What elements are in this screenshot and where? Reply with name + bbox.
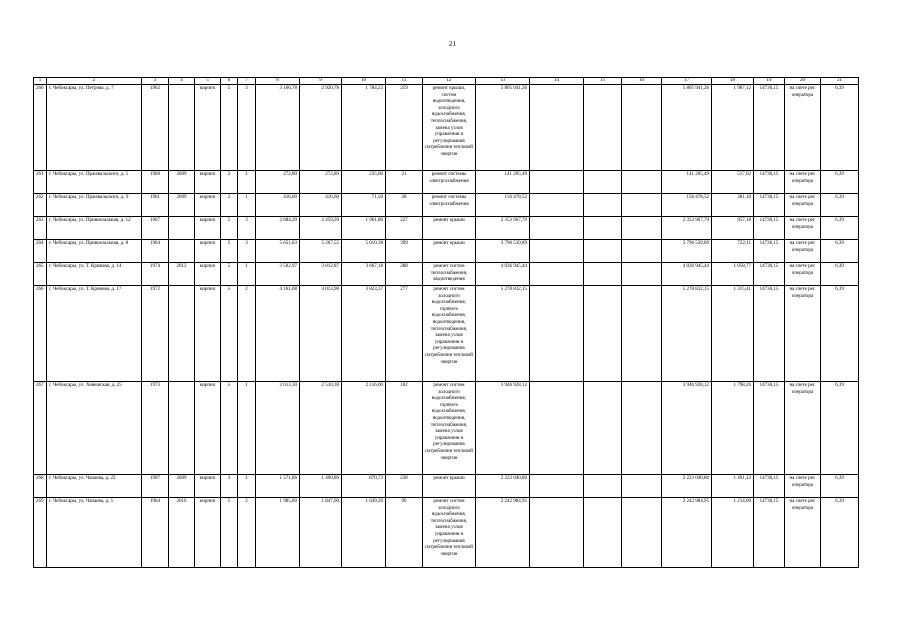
cell-t: 2 353 967,79	[476, 217, 530, 240]
cell-u: 957,18	[712, 217, 754, 240]
cell-f1	[530, 498, 584, 568]
cell-a1: 2 613,30	[256, 382, 300, 475]
cell-work: ремонт систем холодного водоснабжения, горячего водоснабжения, водоотведения, теплоснабжения, замена узлов управления и регулирования потребления тепловой энергии	[423, 286, 476, 382]
cell-f3	[622, 498, 662, 568]
cell-term: 6,39	[821, 171, 859, 194]
cell-addr: г. Чебоксары, ул. Привокзальная, д. 8	[47, 240, 142, 263]
table-header-row	[34, 78, 859, 85]
column-number: 13	[476, 78, 530, 85]
table-row	[34, 286, 859, 382]
cell-y1: 1967	[142, 217, 169, 240]
cell-t: 156 478,52	[476, 194, 530, 217]
cell-a3: 1 784,22	[342, 85, 386, 171]
cell-f1	[530, 475, 584, 498]
cell-addr: г. Чебоксары, ул. Хевешская, д. 25	[47, 382, 142, 475]
cell-lim: 14736,15	[754, 171, 785, 194]
cell-a1: 2 684,20	[256, 217, 300, 240]
cell-addr: г. Чебоксары, ул. Петрова, д. 7	[47, 85, 142, 171]
cell-y2: 2009	[169, 171, 195, 194]
cell-s: 4 036 945,44	[662, 263, 712, 286]
table-row	[34, 240, 859, 263]
cell-en: 2	[238, 498, 256, 568]
cell-f1	[530, 382, 584, 475]
cell-term: 6,39	[821, 286, 859, 382]
cell-u: 1 491,12	[712, 475, 754, 498]
cell-f2	[584, 263, 622, 286]
cell-y1: 1997	[142, 475, 169, 498]
cell-way: на счете рег. оператора	[785, 286, 821, 382]
cell-a3: 1 961,80	[342, 217, 386, 240]
cell-f3	[622, 194, 662, 217]
cell-n: 260	[34, 85, 47, 171]
cell-work: ремонт крыши	[423, 240, 476, 263]
cell-y2	[169, 217, 195, 240]
cell-way: на счете рег. оператора	[785, 475, 821, 498]
cell-a1: 416,60	[256, 194, 300, 217]
cell-y2: 2009	[169, 475, 195, 498]
cell-fl: 3	[221, 475, 238, 498]
table-row	[34, 85, 859, 171]
cell-a2: 1 847,00	[300, 498, 342, 568]
cell-mat: кирпич	[195, 382, 221, 475]
cell-u: 1 214,00	[712, 498, 754, 568]
cell-term: 6,39	[821, 194, 859, 217]
cell-s: 2 353 967,79	[662, 217, 712, 240]
cell-term: 6,39	[821, 475, 859, 498]
cell-f3	[622, 263, 662, 286]
cell-a2: 416,60	[300, 194, 342, 217]
cell-f2	[584, 171, 622, 194]
cell-lim: 14736,15	[754, 382, 785, 475]
cell-n: 264	[34, 240, 47, 263]
column-number: 15	[584, 78, 622, 85]
cell-a2: 5 267,55	[300, 240, 342, 263]
cell-mat: кирпич	[195, 475, 221, 498]
cell-fl: 2	[221, 194, 238, 217]
cell-mat: кирпич	[195, 263, 221, 286]
cell-s: 141 205,49	[662, 171, 712, 194]
cell-fl: 5	[221, 217, 238, 240]
cell-s: 5 805 941,26	[662, 85, 712, 171]
cell-res: 259	[386, 85, 423, 171]
table-row	[34, 263, 859, 286]
cell-fl: 5	[221, 382, 238, 475]
cell-y1: 1964	[142, 498, 169, 568]
cell-u: 517,62	[712, 171, 754, 194]
cell-y1: 1974	[142, 263, 169, 286]
cell-way: на счете рег. оператора	[785, 171, 821, 194]
cell-n: 266	[34, 286, 47, 382]
cell-a1: 3 166,78	[256, 85, 300, 171]
cell-f1	[530, 171, 584, 194]
cell-a3: 3 667,18	[342, 263, 386, 286]
cell-f2	[584, 286, 622, 382]
cell-u: 1 315,41	[712, 286, 754, 382]
cell-y2	[169, 286, 195, 382]
cell-s: 3 946 928,12	[662, 382, 712, 475]
cell-s: 2 223 040,80	[662, 475, 712, 498]
column-number: 20	[785, 78, 821, 85]
cell-lim: 14736,15	[754, 475, 785, 498]
cell-t: 2 223 040,80	[476, 475, 530, 498]
cell-term: 6,39	[821, 217, 859, 240]
cell-way: на счете рег. оператора	[785, 263, 821, 286]
cell-f3	[622, 85, 662, 171]
cell-t: 141 205,49	[476, 171, 530, 194]
cell-f1	[530, 217, 584, 240]
page-number: 21	[449, 40, 456, 48]
cell-a3: 1 649,20	[342, 498, 386, 568]
cell-f2	[584, 475, 622, 498]
cell-n: 262	[34, 194, 47, 217]
cell-work: ремонт системы электроснабжения	[423, 171, 476, 194]
cell-work: ремонт систем теплоснабжения, водоотведения	[423, 263, 476, 286]
cell-f3	[622, 382, 662, 475]
column-number: 16	[622, 78, 662, 85]
cell-n: 261	[34, 171, 47, 194]
cell-mat: кирпич	[195, 498, 221, 568]
cell-y2	[169, 240, 195, 263]
cell-addr: г. Чебоксары, ул. Т. Кривова, д. 17	[47, 286, 142, 382]
cell-addr: г. Чебоксары, ул. Т. Кривова, д. 14	[47, 263, 142, 286]
cell-u: 381,10	[712, 194, 754, 217]
cell-lim: 14736,15	[754, 286, 785, 382]
column-number: 4	[169, 78, 195, 85]
cell-a1: 272,80	[256, 171, 300, 194]
cell-y1: 1960	[142, 171, 169, 194]
column-number: 9	[300, 78, 342, 85]
cell-addr: г. Чебоксары, ул. Чапаева, д. 22	[47, 475, 142, 498]
cell-en: 3	[238, 240, 256, 263]
column-number: 21	[821, 78, 859, 85]
cell-lim: 14736,15	[754, 240, 785, 263]
cell-t: 5 805 941,26	[476, 85, 530, 171]
cell-addr: г. Чебоксары, ул. Пржевальского, д. 9	[47, 194, 142, 217]
cell-work: ремонт систем холодного водоснабжения, теплоснабжения, замена узлов управления и регулирования потребления тепловой энергии	[423, 498, 476, 568]
cell-res: 90	[386, 498, 423, 568]
cell-way: на счете рег. оператора	[785, 85, 821, 171]
column-number: 6	[221, 78, 238, 85]
cell-lim: 14736,15	[754, 263, 785, 286]
cell-a1: 1 571,86	[256, 475, 300, 498]
cell-u: 1 058,77	[712, 263, 754, 286]
cell-f2	[584, 382, 622, 475]
column-number: 11	[386, 78, 423, 85]
cell-f2	[584, 85, 622, 171]
cell-way: на счете рег. оператора	[785, 240, 821, 263]
table-row	[34, 475, 859, 498]
cell-f1	[530, 194, 584, 217]
table-row	[34, 498, 859, 568]
cell-en: 1	[238, 263, 256, 286]
cell-fl: 5	[221, 85, 238, 171]
cell-y1: 1962	[142, 85, 169, 171]
cell-s: 3 796 539,89	[662, 240, 712, 263]
cell-mat: кирпич	[195, 240, 221, 263]
cell-f3	[622, 475, 662, 498]
cell-y2: 2009	[169, 194, 195, 217]
cell-f3	[622, 240, 662, 263]
cell-y1: 1964	[142, 240, 169, 263]
cell-lim: 14736,15	[754, 217, 785, 240]
cell-a3: 5 010,38	[342, 240, 386, 263]
cell-t: 2 242 984,95	[476, 498, 530, 568]
cell-term: 6,39	[821, 85, 859, 171]
cell-lim: 14736,15	[754, 194, 785, 217]
cell-y2	[169, 382, 195, 475]
cell-mat: кирпич	[195, 286, 221, 382]
cell-way: на счете рег. оператора	[785, 498, 821, 568]
table-row	[34, 217, 859, 240]
cell-fl: 5	[221, 498, 238, 568]
cell-en: 1	[238, 475, 256, 498]
cell-res: 102	[386, 382, 423, 475]
cell-addr: г. Чебоксары, ул. Пржевальского, д. 5	[47, 171, 142, 194]
cell-fl: 5	[221, 240, 238, 263]
cell-way: на счете рег. оператора	[785, 382, 821, 475]
cell-addr: г. Чебоксары, ул. Привокзальная, д. 12	[47, 217, 142, 240]
cell-f3	[622, 286, 662, 382]
column-number: 19	[754, 78, 785, 85]
cell-way: на счете рег. оператора	[785, 217, 821, 240]
cell-n: 267	[34, 382, 47, 475]
cell-fl: 5	[221, 286, 238, 382]
cell-addr: г. Чебоксары, ул. Чапаева, д. 5	[47, 498, 142, 568]
cell-way: на счете рег. оператора	[785, 194, 821, 217]
cell-a2: 1 490,86	[300, 475, 342, 498]
cell-res: 288	[386, 263, 423, 286]
cell-f3	[622, 217, 662, 240]
table-row	[34, 171, 859, 194]
cell-res: 28	[386, 194, 423, 217]
cell-a2: 3 812,87	[300, 263, 342, 286]
column-number: 5	[195, 78, 221, 85]
cell-mat: кирпич	[195, 171, 221, 194]
cell-t: 3 946 928,12	[476, 382, 530, 475]
column-number: 18	[712, 78, 754, 85]
cell-work: ремонт крыши	[423, 475, 476, 498]
cell-t: 5 278 832,15	[476, 286, 530, 382]
cell-y1: 1961	[142, 194, 169, 217]
cell-u: 722,11	[712, 240, 754, 263]
cell-a1: 4 161,08	[256, 286, 300, 382]
cell-mat: кирпич	[195, 85, 221, 171]
cell-a2: 2 920,78	[300, 85, 342, 171]
cell-s: 2 242 984,95	[662, 498, 712, 568]
cell-u: 1 798,26	[712, 382, 754, 475]
cell-res: 399	[386, 240, 423, 263]
cell-fl: 5	[221, 263, 238, 286]
cell-term: 6,39	[821, 240, 859, 263]
cell-y2	[169, 85, 195, 171]
cell-work: ремонт крыши	[423, 217, 476, 240]
cell-f2	[584, 194, 622, 217]
cell-a1: 5 651,83	[256, 240, 300, 263]
column-number: 10	[342, 78, 386, 85]
cell-lim: 14736,15	[754, 498, 785, 568]
cell-res: 21	[386, 171, 423, 194]
cell-n: 263	[34, 217, 47, 240]
cell-term: 6,39	[821, 498, 859, 568]
cell-a3: 71,50	[342, 194, 386, 217]
cell-f1	[530, 85, 584, 171]
cell-s: 156 478,52	[662, 194, 712, 217]
cell-a2: 2 510,30	[300, 382, 342, 475]
cell-a3: 2 116,00	[342, 382, 386, 475]
cell-en: 3	[238, 217, 256, 240]
cell-term: 6,39	[821, 382, 859, 475]
cell-work: ремонт системы электроснабжения	[423, 194, 476, 217]
column-number: 17	[662, 78, 712, 85]
column-number: 14	[530, 78, 584, 85]
cell-a3: 870,73	[342, 475, 386, 498]
cell-n: 265	[34, 263, 47, 286]
cell-a1: 3 502,97	[256, 263, 300, 286]
cell-work: ремонт систем холодного водоснабжения, горячего водоснабжения, водоотведения, теплоснабжения, замена узлов управления и регулирования потребления тепловой энергии	[423, 382, 476, 475]
cell-term: 6,39	[821, 263, 859, 286]
cell-f2	[584, 240, 622, 263]
cell-en: 1	[238, 382, 256, 475]
column-number: 7	[238, 78, 256, 85]
column-number: 2	[47, 78, 142, 85]
cell-n: 268	[34, 475, 47, 498]
cell-s: 5 278 832,15	[662, 286, 712, 382]
cell-y2: 2012	[169, 263, 195, 286]
cell-mat: кирпич	[195, 194, 221, 217]
cell-lim: 14736,15	[754, 85, 785, 171]
table-row	[34, 382, 859, 475]
table-row	[34, 194, 859, 217]
cell-f1	[530, 286, 584, 382]
cell-y1: 1973	[142, 382, 169, 475]
cell-y1: 1972	[142, 286, 169, 382]
cell-en: 3	[238, 85, 256, 171]
cell-f1	[530, 263, 584, 286]
cell-en: 2	[238, 286, 256, 382]
cell-res: 277	[386, 286, 423, 382]
cell-work: ремонт крыши, систем водоотведения, холодного водоснабжения, теплоснабжения, замена узлов управления и регулирования потребления тепловой энергии	[423, 85, 476, 171]
column-number: 1	[34, 78, 47, 85]
cell-res: 227	[386, 217, 423, 240]
capital-repair-table	[33, 77, 859, 568]
cell-y2: 2016	[169, 498, 195, 568]
cell-mat: кирпич	[195, 217, 221, 240]
cell-a3: 235,00	[342, 171, 386, 194]
cell-a3: 3 823,37	[342, 286, 386, 382]
cell-t: 3 796 539,89	[476, 240, 530, 263]
cell-res: 238	[386, 475, 423, 498]
cell-a2: 4 013,98	[300, 286, 342, 382]
cell-a2: 2 459,20	[300, 217, 342, 240]
cell-u: 1 987,12	[712, 85, 754, 171]
cell-fl: 2	[221, 171, 238, 194]
column-number: 8	[256, 78, 300, 85]
cell-a1: 1 985,80	[256, 498, 300, 568]
cell-f2	[584, 217, 622, 240]
column-number: 3	[142, 78, 169, 85]
cell-n: 269	[34, 498, 47, 568]
cell-f1	[530, 240, 584, 263]
cell-f3	[622, 171, 662, 194]
cell-en: 1	[238, 194, 256, 217]
cell-f2	[584, 498, 622, 568]
column-number: 12	[423, 78, 476, 85]
cell-t: 4 036 945,44	[476, 263, 530, 286]
cell-a2: 272,80	[300, 171, 342, 194]
cell-en: 1	[238, 171, 256, 194]
